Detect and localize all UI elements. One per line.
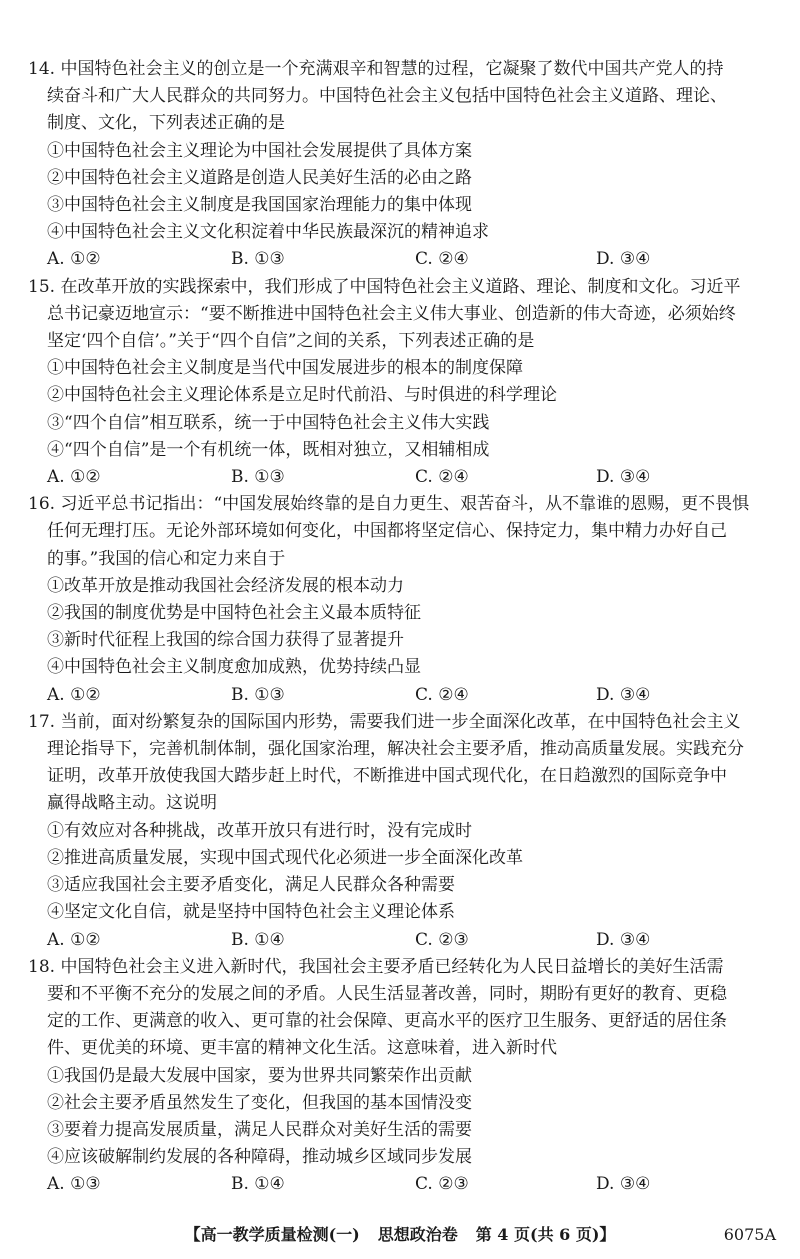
question-stem-line: 要和不平衡不充分的发展之间的矛盾。人民生活显著改善，同时，期盼有更好的教育、更稳: [47, 983, 727, 1004]
question-stem-line: 任何无理打压。无论外部环境如何变化，中国都将坚定信心、保持定力，集中精力办好自己: [47, 521, 727, 542]
statement-option: ④中国特色社会主义文化积淀着中华民族最深沉的精神追求: [47, 222, 489, 243]
choice-a: A. ①③: [47, 1174, 101, 1195]
statement-option: ④中国特色社会主义制度愈加成熟，优势持续凸显: [47, 657, 421, 678]
statement-option: ④“四个自信”是一个有机统一体，既相对独立，又相辅相成: [47, 439, 490, 460]
statement-option: ①改革开放是推动我国社会经济发展的根本动力: [47, 575, 404, 596]
choice-b: B. ①④: [231, 929, 285, 950]
question-stem-line: 总书记豪迈地宣示：“要不断推进中国特色社会主义伟大事业、创造新的伟大奇迹，必须始终: [47, 303, 736, 324]
footer-exam-name: 【高一教学质量检测(一): [184, 1225, 360, 1244]
statement-option: ③新时代征程上我国的综合国力获得了显著提升: [47, 630, 404, 651]
statement-option: ②中国特色社会主义理论体系是立足时代前沿、与时俱进的科学理论: [47, 385, 557, 406]
answer-choices: [28, 927, 780, 954]
footer-subject: 思想政治卷: [377, 1225, 458, 1244]
question-17: [28, 709, 780, 954]
question-15: [28, 274, 780, 492]
statement-option: ①中国特色社会主义制度是当代中国发展进步的根本的制度保障: [47, 358, 523, 379]
statement-option: ③中国特色社会主义制度是我国国家治理能力的集中体现: [47, 195, 472, 216]
question-stem-line: 18. 中国特色社会主义进入新时代，我国社会主要矛盾已经转化为人民日益增长的美好生活需: [28, 956, 724, 977]
choice-a: A. ①②: [47, 249, 101, 270]
statement-option: ②推进高质量发展，实现中国式现代化必须进一步全面深化改革: [47, 847, 523, 868]
statement-option: ①我国仍是最大发展中国家，要为世界共同繁荣作出贡献: [47, 1065, 472, 1086]
question-list: [28, 56, 780, 1199]
choice-c: C. ②③: [415, 929, 469, 950]
question-stem-line: 16. 习近平总书记指出：“中国发展始终靠的是自力更生、艰苦奋斗，从不靠谁的恩赐，更不畏惧: [28, 494, 750, 515]
question-16: [28, 491, 780, 709]
statement-option: ④坚定文化自信，就是坚持中国特色社会主义理论体系: [47, 902, 455, 923]
footer-page-number: 第 4 页(共 6 页)】: [475, 1225, 616, 1244]
question-stem-line: 定的工作、更满意的收入、更可靠的社会保障、更高水平的医疗卫生服务、更舒适的居住条: [47, 1011, 727, 1032]
answer-choices: [28, 682, 780, 709]
statement-option: ①有效应对各种挑战，改革开放只有进行时，没有完成时: [47, 820, 472, 841]
statement-option: ③要着力提高发展质量，满足人民群众对美好生活的需要: [47, 1119, 472, 1140]
choice-d: D. ③④: [596, 1174, 651, 1195]
choice-a: A. ①②: [47, 467, 101, 488]
statement-option: ③“四个自信”相互联系，统一于中国特色社会主义伟大实践: [47, 412, 490, 433]
answer-choices: [28, 464, 780, 491]
question-stem-line: 件、更优美的环境、更丰富的精神文化生活。这意味着，进入新时代: [47, 1038, 557, 1059]
choice-d: D. ③④: [596, 249, 651, 270]
statement-option: ②中国特色社会主义道路是创造人民美好生活的必由之路: [47, 167, 472, 188]
question-stem-line: 赢得战略主动。这说明: [47, 793, 217, 814]
statement-option: ③适应我国社会主要矛盾变化，满足人民群众各种需要: [47, 875, 455, 896]
choice-a: A. ①②: [47, 684, 101, 705]
choice-c: C. ②③: [415, 1174, 469, 1195]
question-stem-line: 理论指导下，完善机制体制，强化国家治理，解决社会主要矛盾，推动高质量发展。实践充分: [47, 739, 744, 760]
choice-c: C. ②④: [415, 467, 469, 488]
footer-paper-code: 6075A: [723, 1225, 776, 1244]
question-stem-line: 证明，改革开放使我国大踏步赶上时代，不断推进中国式现代化，在日趋激烈的国际竞争中: [47, 766, 727, 787]
choice-d: D. ③④: [596, 684, 651, 705]
choice-b: B. ①③: [231, 684, 285, 705]
answer-choices: [28, 1171, 780, 1198]
question-stem-line: 坚定‘四个自信’。”关于“四个自信”之间的关系，下列表述正确的是: [47, 331, 535, 352]
question-stem-line: 续奋斗和广大人民群众的共同努力。中国特色社会主义包括中国特色社会主义道路、理论、: [47, 86, 727, 107]
footer-title: [0, 1224, 800, 1246]
choice-b: B. ①③: [231, 467, 285, 488]
statement-option: ②社会主要矛盾虽然发生了变化，但我国的基本国情没变: [47, 1092, 472, 1113]
choice-a: A. ①②: [47, 929, 101, 950]
question-14: [28, 56, 780, 274]
statement-option: ①中国特色社会主义理论为中国社会发展提供了具体方案: [47, 140, 472, 161]
question-stem-line: 的事。”我国的信心和定力来自于: [47, 548, 286, 569]
question-stem-line: 14. 中国特色社会主义的创立是一个充满艰辛和智慧的过程，它凝聚了数代中国共产党人的持: [28, 59, 724, 79]
choice-c: C. ②④: [415, 684, 469, 705]
answer-choices: [28, 246, 780, 273]
choice-d: D. ③④: [596, 467, 651, 488]
choice-c: C. ②④: [415, 249, 469, 270]
question-stem-line: 制度、文化，下列表述正确的是: [47, 113, 285, 134]
statement-option: ④应该破解制约发展的各种障碍，推动城乡区域同步发展: [47, 1147, 472, 1168]
choice-b: B. ①④: [231, 1174, 285, 1195]
question-stem-line: 17. 当前，面对纷繁复杂的国际国内形势，需要我们进一步全面深化改革，在中国特色社会主义: [28, 711, 741, 732]
question-stem-line: 15. 在改革开放的实践探索中，我们形成了中国特色社会主义道路、理论、制度和文化。习近平: [28, 276, 741, 297]
statement-option: ②我国的制度优势是中国特色社会主义最本质特征: [47, 603, 421, 624]
choice-b: B. ①③: [231, 249, 285, 270]
choice-d: D. ③④: [596, 929, 651, 950]
question-18: [28, 954, 780, 1199]
